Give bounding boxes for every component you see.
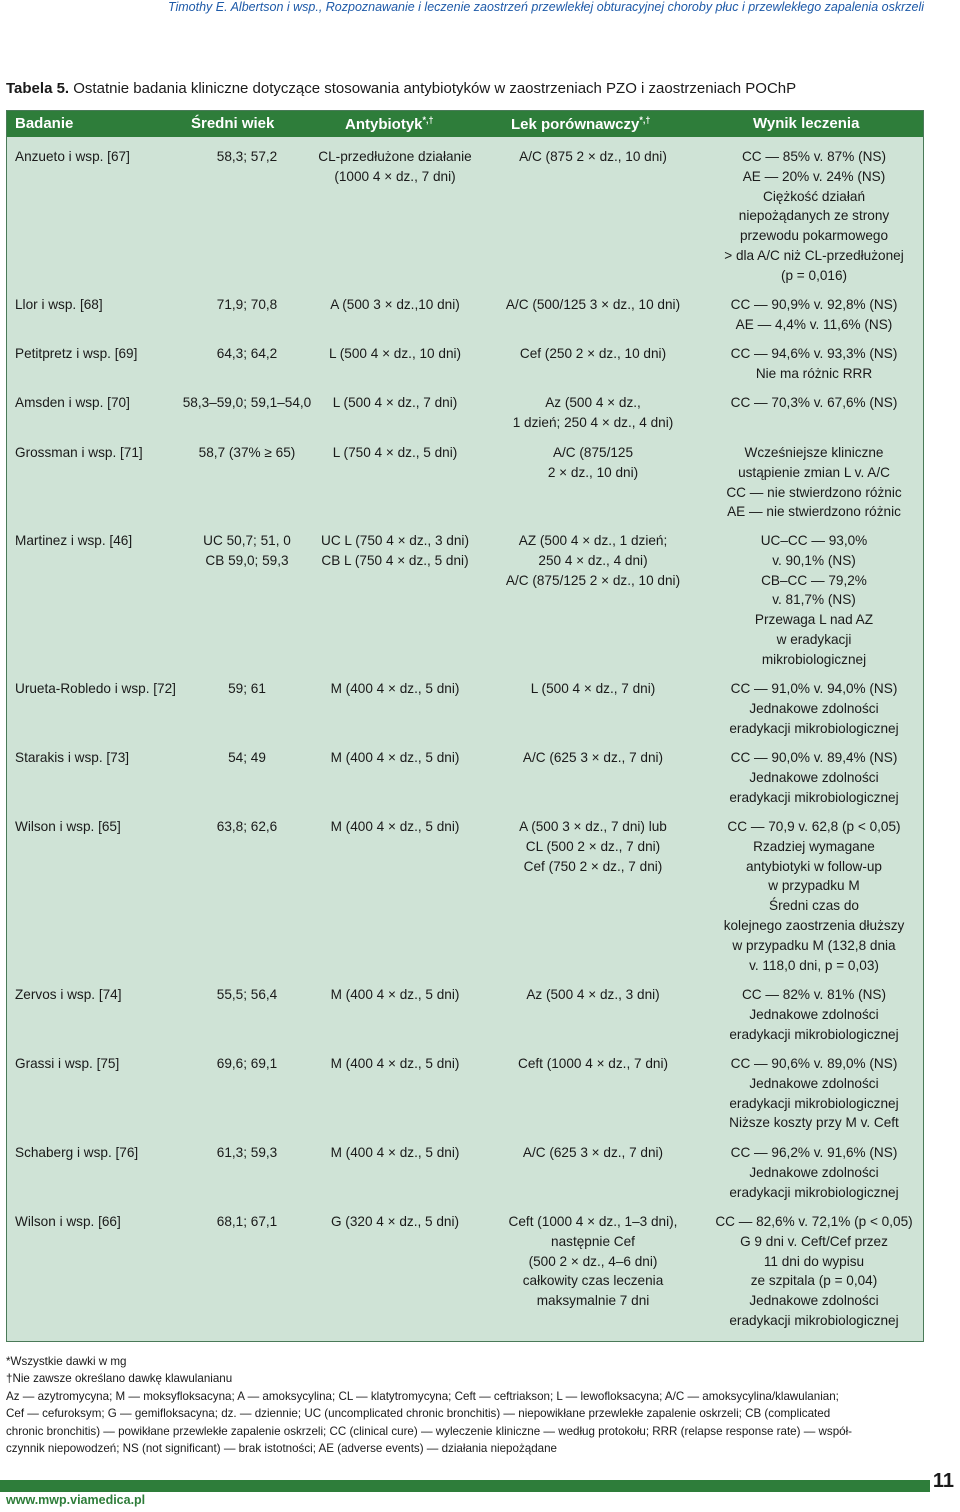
- cell-age: [177, 443, 317, 463]
- cell-antibiotic-line: L (500 4 × dz., 10 dni): [328, 346, 462, 361]
- cell-result-line: CC — 90,0% v. 89,4% (NS): [730, 750, 898, 765]
- cell-age: [177, 344, 317, 364]
- cell-age: [177, 1143, 317, 1163]
- cell-comparator: [487, 1054, 699, 1074]
- cell-age-line: 69,6; 69,1: [216, 1056, 278, 1071]
- header-comparator-mark: *,†: [639, 115, 651, 125]
- cell-age-line: 58,3; 57,2: [216, 149, 278, 164]
- cell-antibiotic-line: M (400 4 × dz., 5 dni): [330, 1145, 460, 1160]
- cell-antibiotic-line: M (400 4 × dz., 5 dni): [330, 987, 460, 1002]
- header-antibiotic: [345, 115, 434, 133]
- cell-result-line: ze szpitala (p = 0,04): [750, 1273, 878, 1289]
- cell-result: [707, 393, 921, 413]
- footnote-abbreviations-1: Az — azytromycyna; M — moksyfloksacyna; A — amoksycylina; CL — klatytromycyna; Ceft — ceftriakson; L — lewofloksacyna; A/C — amoksycylina/klawulanian;: [6, 1389, 839, 1403]
- cell-antibiotic: [307, 817, 483, 837]
- cell-study-line: Schaberg i wsp. [76]: [15, 1145, 139, 1160]
- cell-comparator-line: CL (500 2 × dz., 7 dni): [525, 838, 661, 854]
- cell-result: [707, 531, 921, 670]
- cell-result-line: G 9 dni v. Ceft/Cef przez: [740, 1233, 888, 1249]
- cell-comparator-line: A/C (625 3 × dz., 7 dni): [522, 1145, 664, 1160]
- header-result: Wynik leczenia: [753, 115, 860, 132]
- cell-comparator-line: Az (500 4 × dz.,: [545, 395, 641, 410]
- cell-result-line: CB–CC — 79,2%: [761, 572, 867, 588]
- cell-study: [15, 748, 129, 768]
- cell-comparator-line: następnie Cef: [551, 1233, 635, 1249]
- footer-bar: [0, 1480, 930, 1492]
- cell-study-line: Zervos i wsp. [74]: [15, 987, 122, 1002]
- cell-result-line: eradykacji mikrobiologicznej: [729, 720, 899, 736]
- table-header-row: [7, 111, 923, 137]
- cell-age-line: 71,9; 70,8: [216, 297, 278, 312]
- cell-study: [15, 531, 132, 551]
- cell-result: [707, 344, 921, 384]
- cell-comparator-line: 1 dzień; 250 4 × dz., 4 dni): [512, 414, 674, 430]
- cell-result-line: CC — 70,3% v. 67,6% (NS): [730, 395, 898, 410]
- cell-antibiotic: [307, 393, 483, 413]
- table-title: [6, 80, 796, 97]
- footnote-abbreviations-4: czynnik niepowodzeń; NS (not significant) — brak istotności; AE (adverse events) — działania niepożądane: [6, 1442, 557, 1456]
- cell-study: [15, 147, 130, 167]
- cell-study-line: Anzueto i wsp. [67]: [15, 149, 130, 164]
- cell-result: [707, 985, 921, 1044]
- cell-comparator-line: Ceft (1000 4 × dz., 1–3 dni),: [508, 1214, 678, 1229]
- cell-result-line: Ciężkość działań: [763, 188, 865, 204]
- cell-study: [15, 679, 176, 699]
- cell-result-line: CC — 96,2% v. 91,6% (NS): [730, 1145, 898, 1160]
- cell-result-line: Niższe koszty przy M v. Ceft: [729, 1115, 899, 1131]
- cell-result-line: w eradykacji: [776, 631, 852, 647]
- cell-age-line: 64,3; 64,2: [216, 346, 278, 361]
- running-head: Timothy E. Albertson i wsp., Rozpoznawanie i leczenie zaostrzeń przewlekłej obturacyjnej choroby płuc i przewlekłego zapalenia oskrzeli: [167, 0, 924, 14]
- footnotes: [6, 1353, 926, 1457]
- footnote-doses: *Wszystkie dawki w mg: [6, 1355, 127, 1368]
- antibiotic-trials-table: [6, 110, 924, 1342]
- cell-study: [15, 1054, 119, 1074]
- header-comparator: [511, 115, 650, 133]
- cell-comparator: [487, 393, 699, 433]
- cell-result-line: eradykacji mikrobiologicznej: [729, 1312, 899, 1328]
- cell-study-line: Llor i wsp. [68]: [15, 297, 103, 312]
- cell-result: [707, 1143, 921, 1202]
- cell-age-line: 58,3–59,0; 59,1–54,0: [182, 395, 312, 410]
- cell-study-line: Amsden i wsp. [70]: [15, 395, 130, 410]
- cell-result: [707, 1054, 921, 1133]
- cell-antibiotic: [307, 344, 483, 364]
- cell-antibiotic-line: A (500 3 × dz.,10 dni): [330, 297, 460, 312]
- cell-comparator-line: Ceft (1000 4 × dz., 7 dni): [518, 1056, 668, 1071]
- cell-result: [707, 295, 921, 335]
- cell-result-line: Nie ma różnic RRR: [755, 365, 873, 381]
- cell-study: [15, 1212, 121, 1232]
- cell-age: [177, 295, 317, 315]
- cell-study-line: Grassi i wsp. [75]: [15, 1056, 120, 1071]
- cell-comparator-line: A/C (625 3 × dz., 7 dni): [522, 750, 664, 765]
- cell-comparator-line: Cef (250 2 × dz., 10 dni): [519, 346, 667, 361]
- cell-antibiotic: [307, 679, 483, 699]
- cell-antibiotic-line: CB L (750 4 × dz., 5 dni): [321, 552, 469, 568]
- cell-age: [177, 1212, 317, 1232]
- cell-age-line: 55,5; 56,4: [216, 987, 278, 1002]
- cell-age-line: CB 59,0; 59,3: [205, 552, 289, 568]
- cell-result: [707, 147, 921, 286]
- cell-antibiotic: [307, 295, 483, 315]
- cell-result-line: antybiotyki w follow-up: [746, 858, 882, 874]
- cell-result-line: Przewaga L nad AZ: [754, 612, 874, 628]
- cell-age: [177, 1054, 317, 1074]
- cell-result-line: CC — 82,6% v. 72,1% (p < 0,05): [715, 1214, 913, 1229]
- cell-result-line: Jednakowe zdolności: [749, 1164, 879, 1180]
- cell-age: [177, 748, 317, 768]
- cell-study-line: Urueta-Robledo i wsp. [72]: [15, 681, 176, 696]
- cell-comparator-line: A/C (875 2 × dz., 10 dni): [519, 149, 667, 164]
- cell-result-line: przewodu pokarmowego: [739, 228, 889, 244]
- cell-study-line: Petitpretz i wsp. [69]: [15, 346, 138, 361]
- header-antibiotic-mark: *,†: [422, 115, 434, 125]
- cell-age-line: 63,8; 62,6: [216, 819, 278, 834]
- cell-result-line: Średni czas do: [769, 898, 859, 914]
- cell-antibiotic-line: UC L (750 4 × dz., 3 dni): [321, 533, 469, 548]
- cell-antibiotic-line: G (320 4 × dz., 5 dni): [330, 1214, 460, 1229]
- cell-antibiotic-line: (1000 4 × dz., 7 dni): [334, 168, 456, 184]
- journal-url[interactable]: www.mwp.viamedica.pl: [6, 1493, 146, 1507]
- cell-antibiotic: [307, 1143, 483, 1163]
- cell-antibiotic: [307, 985, 483, 1005]
- footnote-clavulanate: †Nie zawsze określano dawkę klawulanianu: [6, 1372, 233, 1386]
- table-label: Tabela 5.: [6, 80, 70, 97]
- cell-comparator-line: A/C (500/125 3 × dz., 10 dni): [505, 297, 681, 312]
- cell-result-line: CC — 82% v. 81% (NS): [741, 987, 887, 1002]
- cell-result-line: CC — 85% v. 87% (NS): [741, 149, 887, 164]
- cell-age: [177, 679, 317, 699]
- cell-age: [177, 531, 317, 571]
- cell-result-line: Jednakowe zdolności: [749, 1293, 879, 1309]
- cell-comparator: [487, 985, 699, 1005]
- cell-result-line: ustąpienie zmian L v. A/C: [738, 464, 890, 480]
- cell-result-line: Rzadziej wymagane: [753, 838, 875, 854]
- cell-result-line: CC — 91,0% v. 94,0% (NS): [730, 681, 898, 696]
- cell-comparator: [487, 295, 699, 315]
- cell-result: [707, 817, 921, 975]
- header-comparator-label: Lek porównawczy: [511, 116, 640, 133]
- cell-result-line: eradykacji mikrobiologicznej: [729, 1026, 899, 1042]
- cell-study-line: Martinez i wsp. [46]: [15, 533, 133, 548]
- cell-result: [707, 748, 921, 807]
- cell-comparator-line: AZ (500 4 × dz., 1 dzień;: [518, 533, 668, 548]
- cell-study-line: Wilson i wsp. [66]: [15, 1214, 121, 1229]
- cell-antibiotic: [307, 147, 483, 187]
- cell-age: [177, 393, 317, 413]
- cell-antibiotic-line: CL-przedłużone działanie: [318, 149, 472, 164]
- cell-result-line: Jednakowe zdolności: [749, 1075, 879, 1091]
- cell-age-line: 61,3; 59,3: [216, 1145, 278, 1160]
- cell-result-line: CC — 90,9% v. 92,8% (NS): [730, 297, 898, 312]
- cell-comparator: [487, 748, 699, 768]
- cell-comparator-line: (500 2 × dz., 4–6 dni): [528, 1253, 658, 1269]
- cell-antibiotic-line: M (400 4 × dz., 5 dni): [330, 750, 460, 765]
- cell-result: [707, 443, 921, 522]
- cell-comparator-line: Az (500 4 × dz., 3 dni): [526, 987, 660, 1002]
- cell-comparator: [487, 817, 699, 876]
- cell-result: [707, 1212, 921, 1331]
- cell-result: [707, 679, 921, 738]
- cell-comparator: [487, 531, 699, 590]
- cell-comparator-line: 2 × dz., 10 dni): [547, 464, 639, 480]
- cell-comparator-line: A/C (875/125: [552, 445, 634, 460]
- footnote-abbreviations-3: chronic bronchitis) — powikłane przewlekłe zapalenie oskrzeli; CC (clinical cure) — wyleczenie kliniczne — według protokołu; RRR (relapse response rate) — współ-: [6, 1424, 853, 1438]
- cell-result-line: Jednakowe zdolności: [749, 1006, 879, 1022]
- cell-result-line: eradykacji mikrobiologicznej: [729, 789, 899, 805]
- cell-comparator-line: L (500 4 × dz., 7 dni): [530, 681, 656, 696]
- cell-antibiotic-line: M (400 4 × dz., 5 dni): [330, 819, 460, 834]
- cell-study: [15, 393, 130, 413]
- cell-study-line: Starakis i wsp. [73]: [15, 750, 130, 765]
- cell-result-line: AE — 4,4% v. 11,6% (NS): [735, 316, 893, 332]
- cell-study: [15, 295, 103, 315]
- cell-result-line: v. 118,0 dni, p = 0,03): [749, 957, 879, 973]
- cell-result-line: CC — 90,6% v. 89,0% (NS): [730, 1056, 898, 1071]
- cell-result-line: v. 81,7% (NS): [772, 592, 856, 608]
- cell-age-line: 59; 61: [228, 681, 266, 696]
- cell-comparator-line: A/C (875/125 2 × dz., 10 dni): [505, 572, 681, 588]
- cell-comparator: [487, 679, 699, 699]
- cell-comparator: [487, 344, 699, 364]
- cell-result-line: eradykacji mikrobiologicznej: [729, 1095, 899, 1111]
- footnote-abbreviations-2: Cef — cefuroksym; G — gemifloksacyna; dz. — dziennie; UC (uncomplicated chronic bronchitis) — niepowikłane przewlekłe zapalenie oskrzeli; CB (complicated: [6, 1407, 831, 1421]
- cell-antibiotic-line: M (400 4 × dz., 5 dni): [330, 1056, 460, 1071]
- cell-result-line: CC — 70,9 v. 62,8 (p < 0,05): [727, 819, 901, 834]
- cell-result-line: > dla A/C niż CL-przedłużonej: [724, 247, 904, 263]
- cell-antibiotic-line: L (500 4 × dz., 7 dni): [332, 395, 458, 410]
- cell-study: [15, 443, 143, 463]
- cell-result-line: UC–CC — 93,0%: [760, 533, 868, 548]
- cell-study: [15, 344, 137, 364]
- cell-comparator: [487, 443, 699, 483]
- cell-result-line: mikrobiologicznej: [761, 651, 867, 667]
- cell-comparator: [487, 1212, 699, 1311]
- table-caption: Ostatnie badania kliniczne dotyczące stosowania antybiotyków w zaostrzeniach PZO i zaostrzeniach POChP: [73, 80, 797, 97]
- cell-age: [177, 817, 317, 837]
- cell-age-line: 54; 49: [228, 750, 266, 765]
- cell-antibiotic: [307, 531, 483, 571]
- cell-comparator-line: A (500 3 × dz., 7 dni) lub: [519, 819, 667, 834]
- cell-study-line: Wilson i wsp. [65]: [15, 819, 121, 834]
- cell-age-line: 68,1; 67,1: [216, 1214, 278, 1229]
- cell-age: [177, 147, 317, 167]
- cell-age-line: UC 50,7; 51, 0: [203, 533, 291, 548]
- cell-antibiotic: [307, 748, 483, 768]
- cell-age-line: 58,7 (37% ≥ 65): [198, 445, 296, 460]
- cell-comparator-line: maksymalnie 7 dni: [536, 1293, 650, 1309]
- cell-result-line: Jednakowe zdolności: [749, 769, 879, 785]
- cell-result-line: kolejnego zaostrzenia dłuższy: [723, 917, 905, 933]
- cell-study: [15, 1143, 138, 1163]
- cell-comparator-line: 250 4 × dz., 4 dni): [538, 552, 648, 568]
- cell-result-line: Wcześniejsze kliniczne: [744, 445, 884, 460]
- cell-comparator-line: całkowity czas leczenia: [522, 1273, 664, 1289]
- cell-antibiotic: [307, 443, 483, 463]
- cell-antibiotic-line: L (750 4 × dz., 5 dni): [332, 445, 458, 460]
- cell-result-line: w przypadku M: [768, 878, 860, 894]
- cell-comparator: [487, 147, 699, 167]
- cell-comparator-line: Cef (750 2 × dz., 7 dni): [523, 858, 663, 874]
- cell-antibiotic: [307, 1212, 483, 1232]
- cell-result-line: niepożądanych ze strony: [738, 208, 890, 224]
- cell-result-line: AE — 20% v. 24% (NS): [742, 168, 886, 184]
- cell-age: [177, 985, 317, 1005]
- cell-study-line: Grossman i wsp. [71]: [15, 445, 143, 460]
- cell-study: [15, 985, 122, 1005]
- cell-result-line: eradykacji mikrobiologicznej: [729, 1184, 899, 1200]
- header-antibiotic-label: Antybiotyk: [345, 116, 423, 133]
- cell-result-line: v. 90,1% (NS): [772, 552, 856, 568]
- cell-result-line: 11 dni do wypisu: [763, 1253, 865, 1269]
- cell-result-line: w przypadku M (132,8 dnia: [732, 937, 896, 953]
- cell-antibiotic-line: M (400 4 × dz., 5 dni): [330, 681, 460, 696]
- cell-result-line: (p = 0,016): [780, 267, 848, 283]
- cell-antibiotic: [307, 1054, 483, 1074]
- cell-result-line: AE — nie stwierdzono różnic: [727, 504, 901, 520]
- header-age: Średni wiek: [191, 115, 275, 132]
- cell-study: [15, 817, 121, 837]
- cell-comparator: [487, 1143, 699, 1163]
- cell-result-line: CC — nie stwierdzono różnic: [726, 484, 902, 500]
- cell-result-line: CC — 94,6% v. 93,3% (NS): [730, 346, 898, 361]
- header-study: Badanie: [15, 115, 74, 132]
- cell-result-line: Jednakowe zdolności: [749, 700, 879, 716]
- page-number: 11: [932, 1470, 954, 1492]
